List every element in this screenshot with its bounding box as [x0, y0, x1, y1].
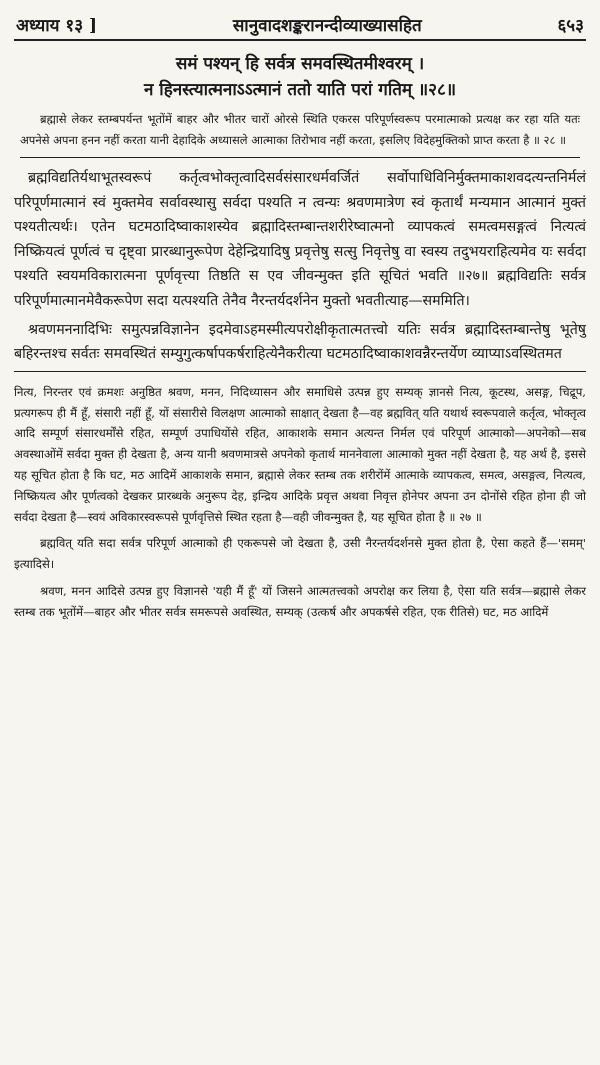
hindi-paragraph-3: श्रवण, मनन आदिसे उत्पन्न हुए विज्ञानसे 'यही मैं हूँ' यों जिसने आत्मतत्त्वको अपरोक्ष कर लिया है, ऐसा यति सर्वत्र—ब्रह्मासे लेकर स्तम्ब तक भूतोंमें—बाहर और भीतर सर्वत्र समरूपसे अवस्थित, सम्यक् (उत्कर्ष और अपकर्षसे रहित, एक रीतिसे) घट, मठ आदिमें — [14, 583, 586, 619]
verse-line-1: समं पश्यन् हि सर्वत्र समवस्थितमीश्वरम् । — [175, 54, 425, 74]
hindi-paragraph-1: नित्य, निरन्तर एवं क्रमशः अनुष्ठित श्रवण, मनन, निदिध्यासन और समाधिसे उत्पन्न हुए सम्यक् ज्ञानसे नित्य, कूटस्थ, असङ्ग, चिद्रूप, प्रत्यगरूप ही मैं हूँ, संसारी नहीं हूँ, यों संसारीसे विलक्षण आत्माको साक्षात् देखता है—वह ब्रह्मवित् यति यथार्थ स्वरूपवाले कर्तृत्व, भोक्तृत्व आदि सम्पूर्ण संसारधर्मोंसे रहित, सम्पूर्ण उपाधियोंसे रहित, आकाशके समान अत्यन्त निर्मल एवं परिपूर्ण आत्माको—अपनेको—सब अवस्थाओंमें सर्वदा मुक्त ही देखता है, अन्य यानी श्रवणमात्रसे अपनेको कृतार्थ माननेवाला आत्माको मुक्त नहीं देखता है, यह अर्थ है, इससे यह सूचित होता है कि घट, मठ आदिमें आकाशके समान, ब्रह्मासे लेकर स्तम्ब तक शरीरोंमें आत्माके व्यापकत्व, समत्व, असङ्गत्व, नित्यत्व, निष्क्रियत्व और पूर्णत्वको देखकर प्रारब्धके अनुरूप देह, इन्द्रिय आदिके प्रवृत्त अथवा निवृत्त होनेपर अपना उन दोनोंसे रहित होना ही जो सर्वदा देखता है—स्वयं अविकारस्वरूपसे पूर्णवृत्तिसे स्थित रहता है—वही जीवन्मुक्त है, यह सूचित होता है ॥ २७ ॥ — [14, 384, 586, 524]
shloka-verse — [14, 51, 586, 103]
commentary-paragraph-1: ब्रह्मविद्यतिर्यथाभूतस्वरूपं कर्तृत्वभोक्तृत्वादिसर्वसंसारधर्मवर्जितं सर्वोपाधिविनिर्मुक्तमाकाशवदत्यन्तनिर्मलं परिपूर्णमात्मानं स्वं मुक्तमेव सर्वावस्थासु सर्वदा पश्यति न त्वन्यः श्रवणमात्रेण स्वं कृतार्थं मन्यमान आत्मानं मुक्तं पश्यतीत्यर्थः। एतेन घटमठादिष्वाकाशस्येव ब्रह्मादिस्तम्बान्तशरीरेष्वात्मनो व्यापकत्वं समत्वमसङ्गत्वं नित्यत्वं निष्क्रियत्वं पूर्णत्वं च दृष्ट्वा प्रारब्धानुरूपेण देहेन्द्रियादिषु प्रवृत्तेषु सत्सु निवृत्तेषु वा स्वस्य तदुभयराहित्यमेव यः सर्वदा पश्यति स्वयमविकारात्मना पूर्णवृत्त्या तिष्ठति स एव जीवन्मुक्त इति सूचितं भवति ॥२७॥ ब्रह्मविद्यतिः सर्वत्र परिपूर्णमात्मानमेवैकरूपेण सदा यत्पश्यति तेनैव नैरन्तर्यदर्शनेन मुक्तो भवतीत्याह—सममिति। — [14, 170, 586, 309]
sanskrit-commentary — [14, 166, 586, 372]
page-header — [14, 6, 586, 41]
hindi-paragraph-2: ब्रह्मवित् यति सदा सर्वत्र परिपूर्ण आत्माको ही एकरूपसे जो देखता है, उसी नैरन्तर्यदर्शनसे मुक्त होता है, ऐसा कहते हैं—'समम्' इत्यादिसे। — [14, 536, 586, 572]
chapter-label: अध्याय १३ ] — [16, 16, 98, 36]
translation-text: ब्रह्मासे लेकर स्तम्बपर्यन्त भूतोंमें बाहर और भीतर चारों ओरसे स्थिति एकरस परिपूर्णस्वरूप परमात्माको प्रत्यक्ष कर रहा यति यतः अपनेसे अपना हनन नहीं करता यानी देहादिके अध्यासले आत्माका तिरोभाव नहीं करता, इसलिए विदेहमुक्तिको प्राप्त करता है ॥ २८ ॥ — [20, 112, 580, 147]
verse-translation — [20, 109, 580, 158]
hindi-translation — [14, 382, 586, 623]
page-number: ६५३ — [557, 16, 584, 36]
running-title: सानुवादशङ्करानन्दीव्याख्यासहित — [232, 16, 422, 36]
verse-line-2: न हिनस्त्यात्मनाऽऽत्मानं ततो याति परां गतिम् ॥२८॥ — [143, 80, 457, 100]
commentary-paragraph-2: श्रवणमननादिभिः समुत्पन्नविज्ञानेन इदमेवाऽहमस्मीत्यपरोक्षीकृतात्मतत्त्वो यतिः सर्वत्र ब्रह्मादिस्तम्बान्तेषु भूतेषु बहिरन्तश्च सर्वतः समवस्थितं सम्युगुत्कर्षापकर्षराहित्येनैकरीत्या घटमठादिष्वाकाशवन्नैरन्तर्येण व्याप्याऽवस्थितमत — [14, 321, 586, 363]
